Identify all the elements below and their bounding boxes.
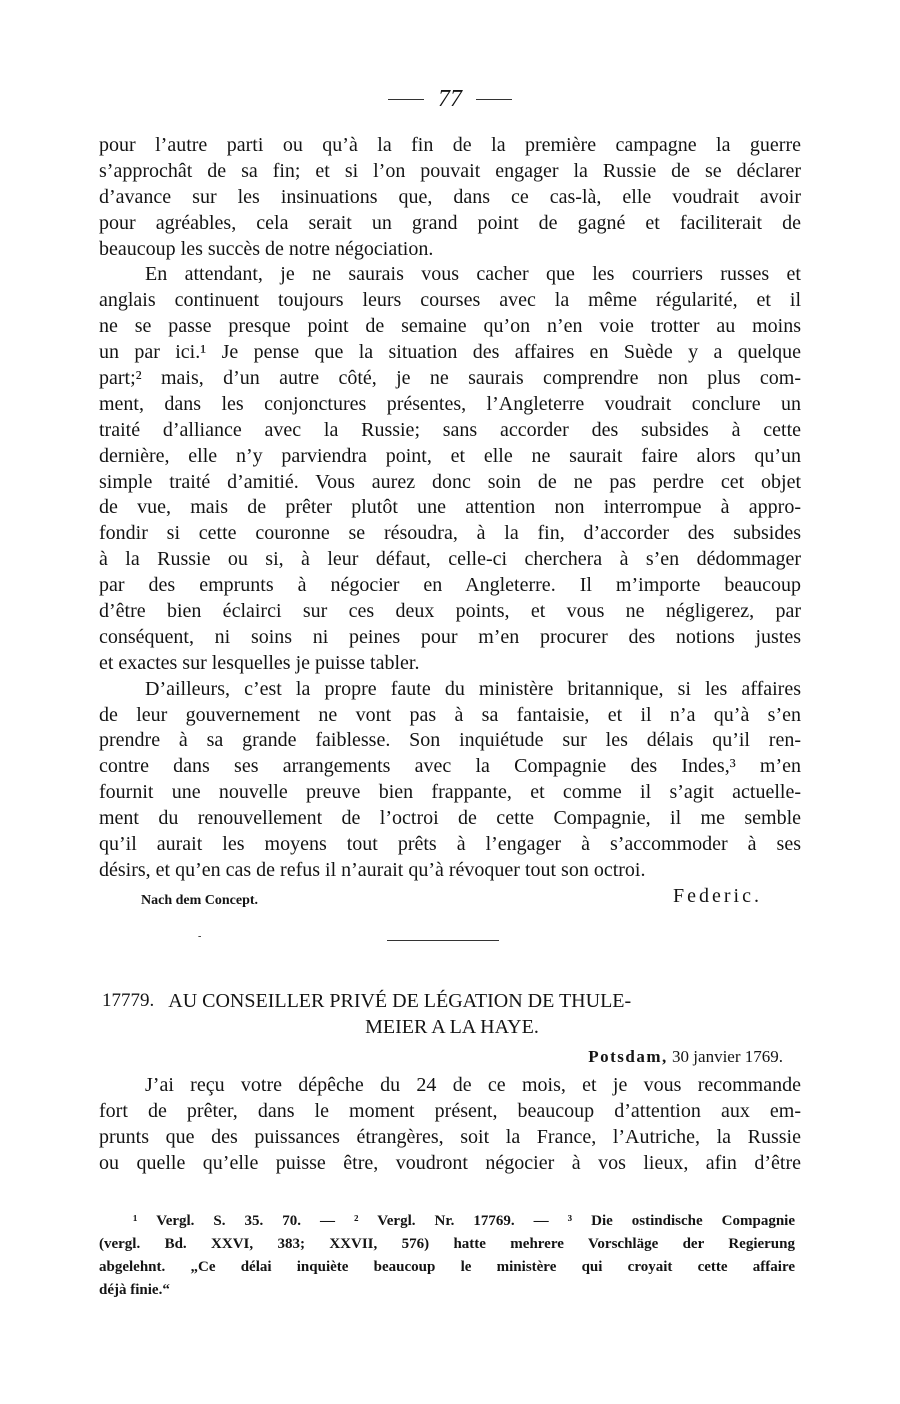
letter-heading-continuation: MEIER A LA HAYE.: [365, 1016, 539, 1038]
body-line: traité d’alliance avec la Russie; sans accorder des subsides à cette: [99, 418, 801, 441]
body-line: simple traité d’amitié. Vous aurez donc soin de ne pas perdre cet objet: [99, 470, 801, 493]
dateline-date: 30 janvier 1769.: [672, 1047, 783, 1066]
body-line: prunts que des puissances étrangères, soit la France, l’Autriche, la Russie: [99, 1125, 801, 1148]
body-line: à la Russie ou si, à leur défaut, celle-ci cherchera à s’en dédommager: [99, 548, 801, 571]
body-line: pour agréables, cela serait un grand point de gagné et faciliterait de: [99, 211, 801, 234]
body-line: pour l’autre parti ou qu’à la fin de la première campagne la guerre: [99, 134, 801, 156]
body-line: s’approchât de sa fin; et si l’on pouvait engager la Russie de se déclarer: [99, 159, 801, 182]
body-line: d’avance sur les insinuations que, dans ce cas-là, elle voudrait avoir: [99, 185, 801, 208]
body-line: ment, dans les conjonctures présentes, l’Angleterre voudrait conclure un: [99, 392, 801, 415]
letter-heading: [102, 988, 802, 1014]
body-line: de leur gouvernement ne vont pas à sa fantaisie, et il n’a qu’à s’en: [99, 703, 801, 726]
body-line: fondir si cette couronne se résoudra, à la fin, d’accorder des subsides: [99, 522, 801, 545]
body-line: désirs, et qu’en cas de refus il n’aurait qu’à révoquer tout son octroi.: [99, 858, 646, 881]
body-line: part;² mais, d’un autre côté, je ne saurais comprendre non plus com-: [99, 367, 801, 390]
body-line: ne se passe presque point de semaine qu’on n’en voie trotter au moins: [99, 315, 801, 338]
header-dash-right: [476, 99, 512, 100]
body-line: ou quelle qu’elle puisse être, voudront négocier à vos lieux, afin d’être: [99, 1151, 801, 1174]
header-dash-left: [388, 99, 424, 100]
body-line: qu’il aurait les moyens tout prêts à l’engager à s’accommoder à ses: [99, 833, 801, 856]
footnote-line: abgelehnt. „Ce délai inquiète beaucoup le ministère qui croyait cette affaire: [99, 1259, 795, 1275]
body-line: fournit une nouvelle preuve bien frappante, et comme il s’agit actuelle-: [99, 781, 801, 804]
body-line: ment du renouvellement de l’octroi de cette Compagnie, il me semble: [99, 807, 801, 830]
body-line: contre dans ses arrangements avec la Compagnie des Indes,³ m’en: [99, 755, 801, 778]
signature: Federic.: [673, 885, 762, 907]
body-line: J’ai reçu votre dépêche du 24 de ce mois, et je vous recommande: [145, 1074, 801, 1096]
page-number: 77: [438, 86, 462, 112]
page-header: [0, 86, 900, 113]
body-line: de vue, mais de prêter plutôt une attention non interrompue à appro-: [99, 496, 801, 519]
dateline: [99, 1047, 783, 1067]
body-line: conséquent, ni soins ni peines pour m’en procurer des notions justes: [99, 625, 801, 648]
body-line: fort de prêter, dans le moment présent, beaucoup d’attention aux em-: [99, 1099, 801, 1122]
next-letter-body: [99, 1073, 801, 1177]
body-line: prendre à sa grande faiblesse. Son inquiétude sur les délais qu’il ren-: [99, 729, 801, 752]
body-line: D’ailleurs, c’est la propre faute du ministère britannique, si les affaires: [145, 677, 801, 700]
body-line: et exactes sur lesquelles je puisse tabler.: [99, 651, 420, 674]
dateline-place: Potsdam,: [588, 1047, 668, 1066]
letter-body: [99, 133, 801, 884]
body-line: beaucoup les succès de notre négociation.: [99, 237, 434, 260]
letter-heading-text: AU CONSEILLER PRIVÉ DE LÉGATION DE THULE-: [168, 990, 632, 1012]
section-divider: [387, 940, 499, 941]
footnotes: [99, 1210, 795, 1302]
letter-number: 17779.: [102, 990, 155, 1011]
stray-mark: -: [198, 931, 202, 942]
body-line: En attendant, je ne saurais vous cacher que les courriers russes et: [145, 263, 801, 286]
footnote-line: ¹ Vergl. S. 35. 70. — ² Vergl. Nr. 17769. — ³ Die ostindische Compagnie: [133, 1213, 795, 1229]
body-line: anglais continuent toujours leurs courses avec la même régularité, et il: [99, 289, 801, 312]
body-line: un par ici.¹ Je pense que la situation des affaires en Suède y a quelque: [99, 341, 801, 364]
source-note: Nach dem Concept.: [141, 893, 259, 908]
footnote-line: déjà finie.“: [99, 1282, 170, 1298]
footnote-line: (vergl. Bd. XXVI, 383; XXVII, 576) hatte mehrere Vorschläge der Regierung: [99, 1236, 795, 1252]
body-line: dernière, elle n’y parviendra point, et elle ne saurait faire alors qu’un: [99, 444, 801, 467]
body-line: d’être bien éclairci sur ces deux points, et vous ne négligerez, par: [99, 600, 801, 623]
body-line: par des emprunts à négocier en Angleterre. Il m’importe beaucoup: [99, 574, 801, 597]
